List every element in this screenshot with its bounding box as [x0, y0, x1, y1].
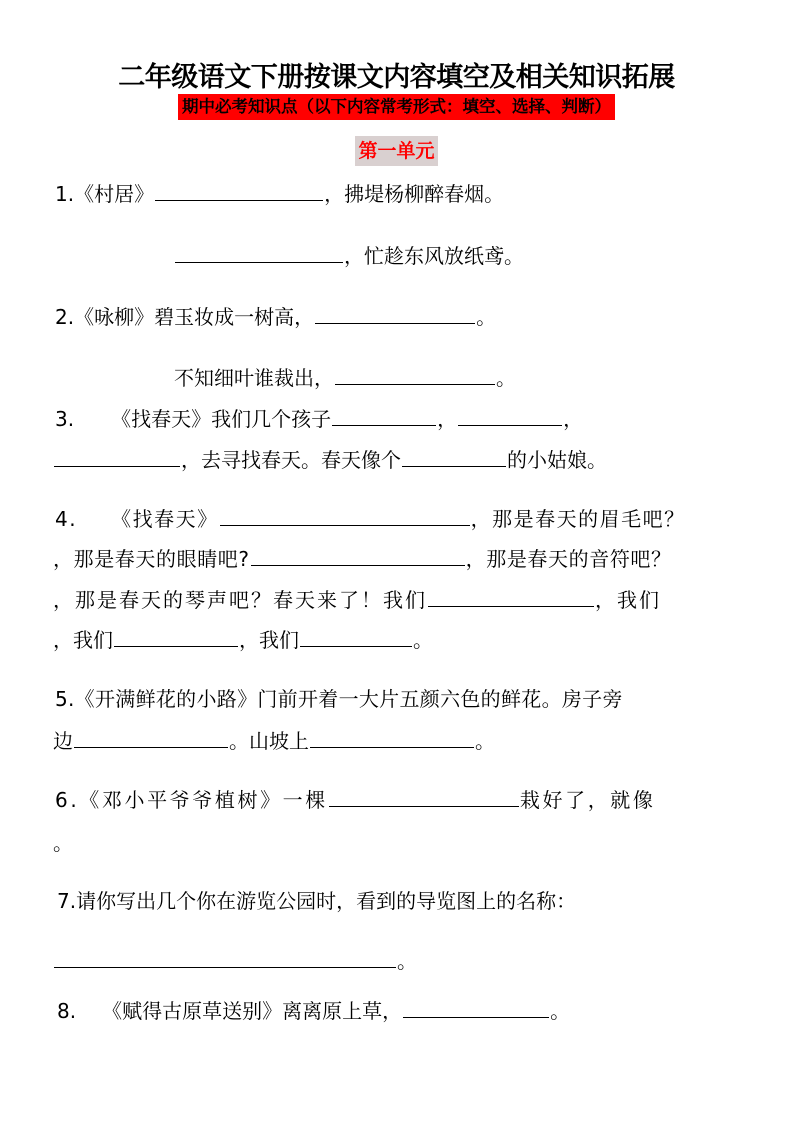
- q4-line4: [53, 626, 433, 654]
- subtitle-row: [0, 94, 793, 120]
- q5-blank1[interactable]: [74, 727, 228, 748]
- q8-number: 8.: [57, 999, 77, 1023]
- q3-line2: [53, 446, 607, 474]
- q6-blank1[interactable]: [329, 786, 519, 807]
- q6-end: 。: [53, 831, 73, 855]
- q2-line1: [55, 303, 496, 331]
- q3-text2: ，去寻找春天。春天像个: [181, 448, 401, 472]
- q4-blank2[interactable]: [251, 545, 465, 566]
- q4-l2-head: ，那是春天的眼睛吧?: [53, 547, 250, 571]
- q4-blank3[interactable]: [428, 586, 594, 607]
- q5-line2: [53, 727, 495, 755]
- q5-l2-head: 边: [53, 729, 73, 753]
- q5-l2-mid: 。山坡上: [229, 729, 309, 753]
- q4-blank1[interactable]: [220, 505, 470, 526]
- q2-line1-end: 。: [476, 305, 497, 329]
- q4-lesson: 《找春天》: [111, 507, 219, 531]
- q4-l1-tail: ，那是春天的眉毛吧？: [470, 507, 686, 531]
- q8-blank1[interactable]: [403, 997, 549, 1018]
- q2-line2-text: 不知细叶谁裁出，: [174, 366, 334, 390]
- q3-blank3[interactable]: [54, 446, 180, 467]
- q8-line1: [57, 997, 570, 1025]
- q6-line2: [53, 829, 73, 857]
- q3-blank4[interactable]: [402, 446, 506, 467]
- q4-l4-mid: ，我们: [239, 628, 299, 652]
- q6-head: 6.《邓小平爷爷植树》一棵: [55, 788, 328, 812]
- q3-text1: 我们几个孩子: [211, 407, 332, 431]
- q1-blank1[interactable]: [155, 180, 323, 201]
- q3-number: 3.: [55, 407, 75, 431]
- unit-row: [0, 136, 793, 166]
- q2-line2: [174, 364, 516, 392]
- q8-end: 。: [550, 999, 571, 1023]
- q4-l3-head: ，那是春天的琴声吧？春天来了！我们: [53, 588, 427, 612]
- q1-lesson: 《村居》: [74, 182, 155, 206]
- q5-blank2[interactable]: [310, 727, 474, 748]
- q2-number: 2.: [55, 305, 75, 329]
- q8-text: 离离原上草，: [282, 999, 403, 1023]
- q2-lesson: 《咏柳》: [74, 305, 155, 329]
- q3-blank2[interactable]: [458, 405, 562, 426]
- q1-line2-tail: ，忙趁东风放纸鸢。: [344, 244, 524, 268]
- q4-line3: [53, 586, 661, 614]
- q2-line2-end: 。: [496, 366, 516, 390]
- q4-l4-head: ，我们: [53, 628, 113, 652]
- q4-end: 。: [413, 628, 433, 652]
- page-title: 二年级语文下册按课文内容填空及相关知识拓展: [118, 62, 675, 93]
- q8-lesson: 《赋得古原草送别》: [102, 999, 283, 1023]
- q3-text3: 的小姑娘。: [507, 448, 607, 472]
- q3-blank1[interactable]: [332, 405, 436, 426]
- q3-comma1: ，: [437, 407, 458, 431]
- q1-line1-tail: ，拂堤杨柳醉春烟。: [324, 182, 505, 206]
- q4-blank5[interactable]: [300, 626, 412, 647]
- q2-line1-text: 碧玉妆成一树高，: [154, 305, 315, 329]
- unit-heading: 第一单元: [355, 136, 437, 166]
- q5-end: 。: [475, 729, 495, 753]
- q7-line2: [53, 947, 417, 975]
- q6-line1: [55, 786, 656, 814]
- q7-line1: 7.请你写出几个你在游览公园时，看到的导览图上的名称：: [57, 889, 577, 913]
- q1-number: 1.: [55, 182, 75, 206]
- q4-line2: [53, 545, 672, 573]
- subtitle-banner: 期中必考知识点（以下内容常考形式：填空、选择、判断）: [178, 94, 615, 120]
- q3-line1: [55, 405, 583, 433]
- q4-line1: [55, 505, 686, 533]
- q4-blank4[interactable]: [114, 626, 238, 647]
- q4-l2-tail: ，那是春天的音符吧？: [465, 547, 672, 571]
- q5-line1: 5.《开满鲜花的小路》门前开着一大片五颜六色的鲜花。房子旁: [55, 687, 623, 711]
- q3-comma2: ，: [563, 407, 584, 431]
- q6-tail: 栽好了，就像: [519, 788, 656, 812]
- q1-blank2[interactable]: [175, 242, 343, 263]
- q2-blank2[interactable]: [335, 364, 495, 385]
- q1-line1: [55, 180, 504, 208]
- q4-number: 4.: [55, 507, 78, 531]
- q4-l3-tail: ，我们: [595, 588, 661, 612]
- q7-end: 。: [397, 949, 417, 973]
- q1-line2: [174, 242, 524, 270]
- q7-blank1[interactable]: [54, 947, 396, 968]
- q3-lesson: 《找春天》: [111, 407, 212, 431]
- q2-blank1[interactable]: [315, 303, 475, 324]
